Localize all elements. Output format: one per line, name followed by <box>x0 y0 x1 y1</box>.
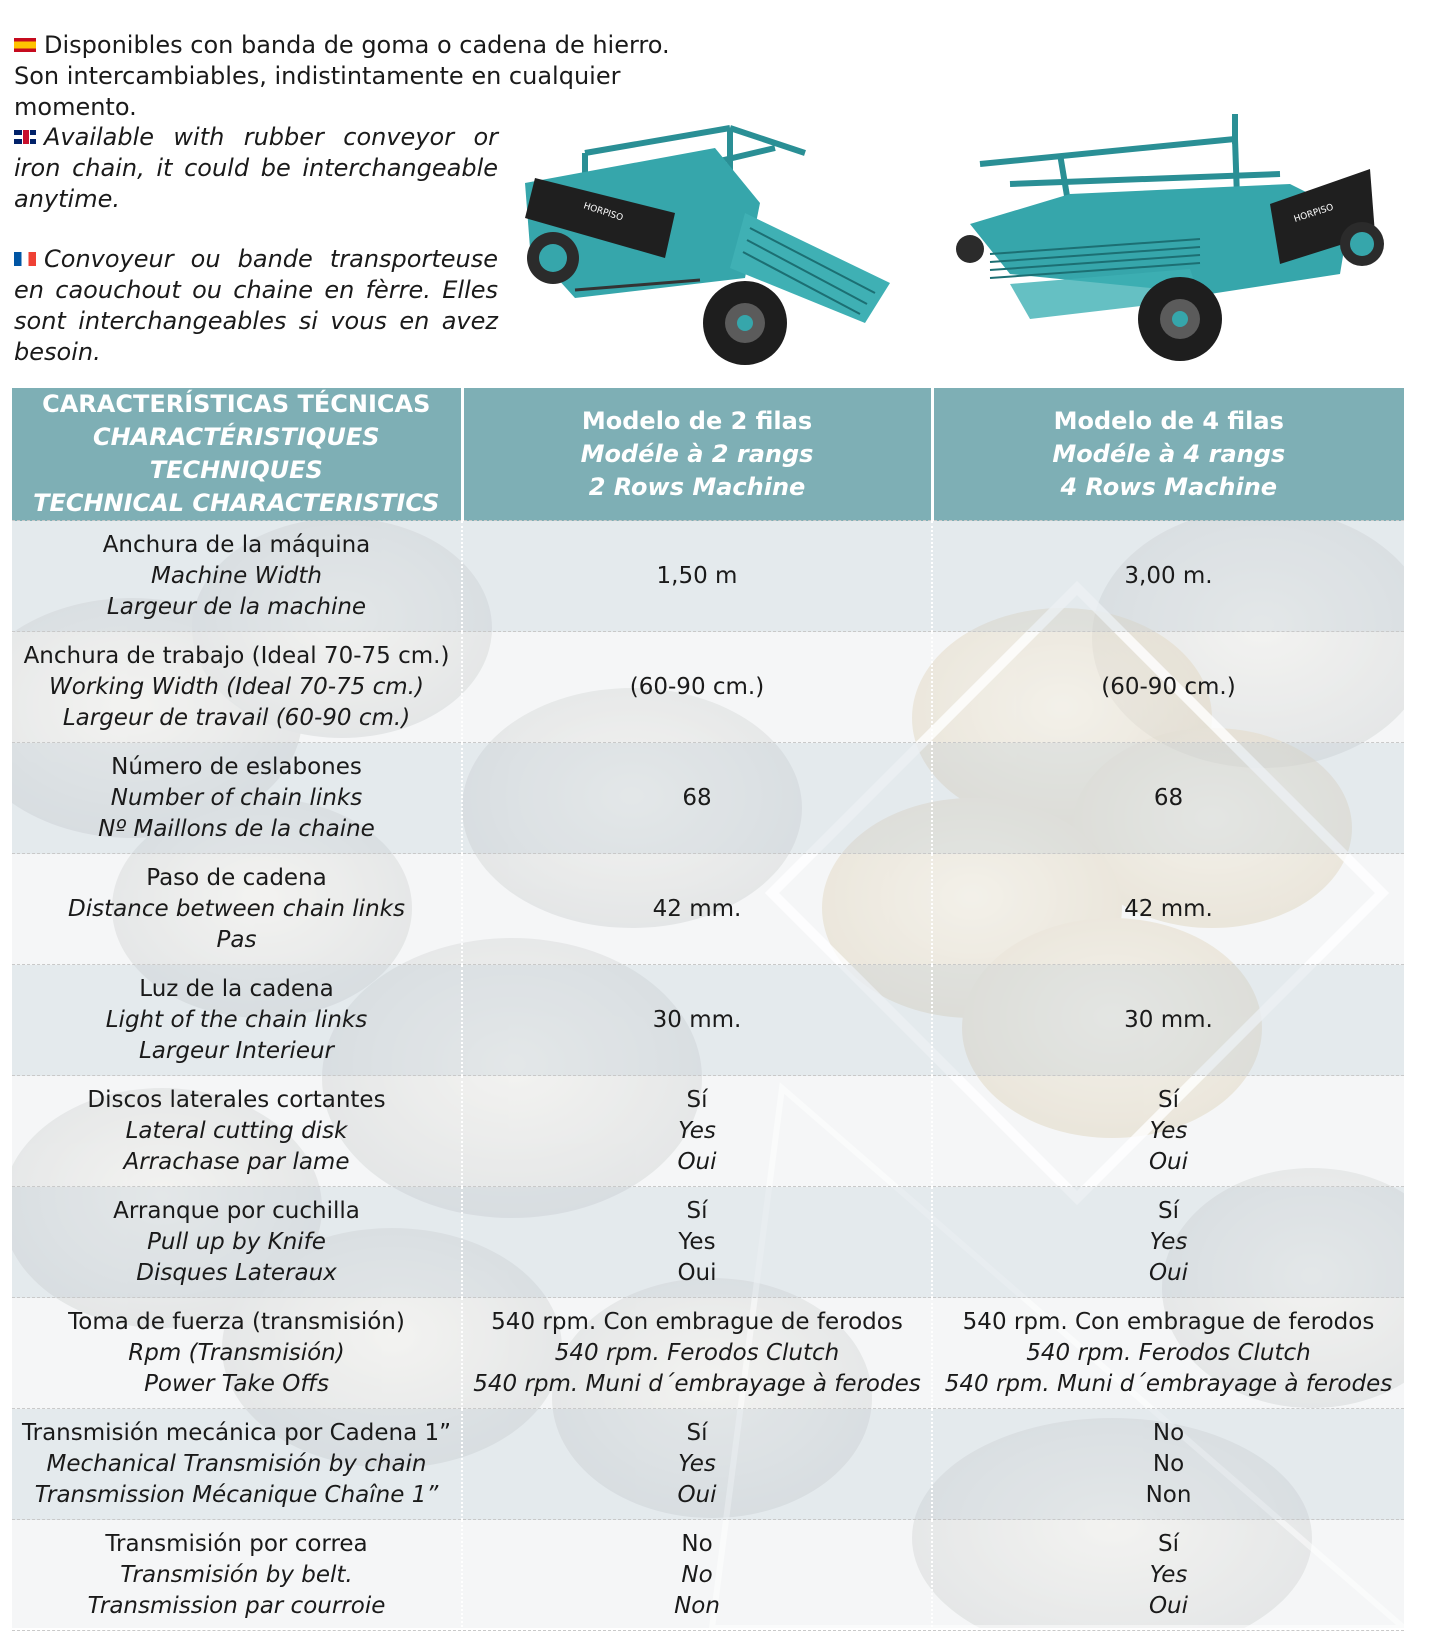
table-row-lateral-cutting-disk <box>12 1076 1404 1187</box>
intro-french-text: Convoyeur ou bande transporteuse en caouchout ou chaine en fèrre. Elles sont interchangeables si vous en avez besoin. <box>14 245 498 366</box>
table-header-row <box>12 388 1404 521</box>
value-es: No <box>1152 1419 1185 1446</box>
row-label-es: Transmisión mecánica por Cadena 1” <box>21 1419 452 1446</box>
machine-2-brand-label: HORPISO <box>582 201 625 224</box>
value-en: 540 rpm. Ferodos Clutch <box>554 1339 840 1366</box>
table-row-belt-transmission <box>12 1520 1404 1631</box>
value-en: Yes <box>678 1117 716 1144</box>
row-label-fr: Transmission Mécanique Chaîne 1” <box>34 1481 439 1508</box>
value-es: 540 rpm. Con embrague de ferodos <box>491 1308 903 1335</box>
header-label-en: 4 Rows Machine <box>1060 472 1278 501</box>
value-text: 1,50 m <box>656 562 738 589</box>
spain-flag-icon <box>14 38 36 52</box>
value-en: Yes <box>1149 1561 1188 1588</box>
table-row-chain-transmission <box>12 1409 1404 1520</box>
row-label-es: Paso de cadena <box>146 864 327 891</box>
row-label-fr: Nº Maillons de la chaine <box>98 815 375 842</box>
value-4-rows-cell <box>932 1298 1404 1409</box>
table-row-machine-width <box>12 521 1404 632</box>
value-es: Sí <box>686 1086 708 1113</box>
technical-characteristics-table <box>12 388 1404 1631</box>
row-label-cell <box>12 743 462 854</box>
value-en: Yes <box>678 1228 716 1255</box>
value-text: 42 mm. <box>652 895 742 922</box>
value-fr: Non <box>1145 1481 1192 1508</box>
row-label-es: Transmisión por correa <box>105 1530 368 1557</box>
table-row-working-width <box>12 632 1404 743</box>
row-label-en: Rpm (Transmisión) <box>128 1339 345 1366</box>
value-2-rows-cell <box>462 743 932 854</box>
value-fr: 540 rpm. Muni d´embrayage à ferodes <box>473 1370 921 1397</box>
table-row-chain-pitch <box>12 854 1404 965</box>
header-label-es: CARACTERÍSTICAS TÉCNICAS <box>42 390 431 418</box>
value-4-rows-cell <box>932 521 1404 632</box>
value-text: (60-90 cm.) <box>629 673 765 700</box>
machine-4-rows-image <box>950 104 1390 374</box>
value-2-rows-cell <box>462 521 932 632</box>
row-label-en: Transmisión by belt. <box>120 1561 353 1588</box>
header-label-en: 2 Rows Machine <box>588 472 806 501</box>
value-text: 30 mm. <box>652 1006 742 1033</box>
value-text: 30 mm. <box>1124 1006 1213 1033</box>
row-label-fr: Largeur de travail (60-90 cm.) <box>62 704 411 731</box>
value-4-rows-cell <box>932 632 1404 743</box>
row-label-fr: Arrachase par lame <box>123 1148 350 1175</box>
machine-4-brand-label: HORPISO <box>1292 202 1335 225</box>
row-label-fr: Largeur de la machine <box>106 593 367 620</box>
header-label-fr: Modéle à 2 rangs <box>580 439 814 468</box>
value-fr: Oui <box>1148 1259 1189 1286</box>
value-en: Yes <box>678 1450 716 1477</box>
row-label-cell <box>12 1298 462 1409</box>
value-4-rows-cell <box>932 965 1404 1076</box>
header-characteristics <box>12 388 462 521</box>
row-label-en: Distance between chain links <box>68 895 405 922</box>
row-label-en: Pull up by Knife <box>147 1228 326 1255</box>
value-fr: Non <box>674 1592 720 1619</box>
header-label-es: Modelo de 2 filas <box>581 406 813 435</box>
value-en: 540 rpm. Ferodos Clutch <box>1026 1339 1311 1366</box>
value-en: No <box>1152 1450 1185 1477</box>
table-row-chain-light <box>12 965 1404 1076</box>
intro-french <box>14 244 498 368</box>
row-label-en: Light of the chain links <box>105 1006 368 1033</box>
value-2-rows-cell <box>462 1298 932 1409</box>
value-2-rows-cell <box>462 1520 932 1631</box>
value-en: Yes <box>1149 1228 1188 1255</box>
row-label-es: Anchura de trabajo (Ideal 70-75 cm.) <box>23 642 450 669</box>
value-4-rows-cell <box>932 854 1404 965</box>
row-label-cell <box>12 854 462 965</box>
row-label-cell <box>12 965 462 1076</box>
value-fr: Oui <box>677 1481 717 1508</box>
row-label-fr: Disques Lateraux <box>136 1259 337 1286</box>
value-en: Yes <box>1149 1117 1188 1144</box>
row-label-cell <box>12 1409 462 1520</box>
value-2-rows-cell <box>462 1187 932 1298</box>
value-2-rows-cell <box>462 965 932 1076</box>
row-label-en: Machine Width <box>151 562 322 589</box>
row-label-fr: Transmission par courroie <box>87 1592 386 1619</box>
value-text: (60-90 cm.) <box>1101 673 1236 700</box>
table-row-power-take-off <box>12 1298 1404 1409</box>
row-label-fr: Pas <box>216 926 257 953</box>
header-model-4-rows <box>932 388 1404 521</box>
header-label-fr: Modéle à 4 rangs <box>1052 439 1286 468</box>
value-fr: Oui <box>1148 1592 1189 1619</box>
value-2-rows-cell <box>462 1409 932 1520</box>
value-en: No <box>681 1561 713 1588</box>
header-label-es: Modelo de 4 filas <box>1053 406 1284 435</box>
value-text: 42 mm. <box>1124 895 1213 922</box>
row-label-es: Luz de la cadena <box>139 975 334 1002</box>
intro-spanish-text: Disponibles con banda de goma o cadena de hierro. Son intercambiables, indistintamente en cualquier momento. <box>14 31 670 121</box>
row-label-en: Working Width (Ideal 70-75 cm.) <box>49 673 424 700</box>
value-fr: Oui <box>677 1259 717 1286</box>
value-2-rows-cell <box>462 632 932 743</box>
value-fr: Oui <box>1148 1148 1189 1175</box>
row-label-es: Toma de fuerza (transmisión) <box>68 1308 405 1335</box>
value-4-rows-cell <box>932 743 1404 854</box>
uk-flag-icon <box>14 130 36 144</box>
row-label-es: Arranque por cuchilla <box>113 1197 360 1224</box>
value-es: No <box>681 1530 713 1557</box>
table-row-pull-up-by-knife <box>12 1187 1404 1298</box>
value-2-rows-cell <box>462 1076 932 1187</box>
header-model-2-rows <box>462 388 932 521</box>
row-label-es: Número de eslabones <box>111 753 362 780</box>
table-row-chain-links <box>12 743 1404 854</box>
row-label-en: Number of chain links <box>110 784 363 811</box>
row-label-en: Lateral cutting disk <box>125 1117 348 1144</box>
value-es: Sí <box>1158 1530 1179 1557</box>
row-label-fr: Largeur Interieur <box>138 1037 335 1064</box>
row-label-es: Discos laterales cortantes <box>87 1086 386 1113</box>
value-es: Sí <box>1158 1086 1179 1113</box>
value-es: Sí <box>1158 1197 1179 1224</box>
row-label-en: Mechanical Transmisión by chain <box>46 1450 427 1477</box>
row-label-cell <box>12 1520 462 1631</box>
value-4-rows-cell <box>932 1187 1404 1298</box>
value-2-rows-cell <box>462 854 932 965</box>
header-label-fr: CHARACTÉRISTIQUES TECHNIQUES <box>92 423 380 484</box>
value-es: Sí <box>686 1197 708 1224</box>
value-4-rows-cell <box>932 1520 1404 1631</box>
value-es: Sí <box>686 1419 708 1446</box>
row-label-fr: Power Take Offs <box>144 1370 329 1397</box>
row-label-es: Anchura de la máquina <box>102 531 371 558</box>
row-label-cell <box>12 521 462 632</box>
value-text: 68 <box>1153 784 1184 811</box>
france-flag-icon <box>14 252 36 266</box>
row-label-cell <box>12 1187 462 1298</box>
header-label-en: TECHNICAL CHARACTERISTICS <box>33 489 440 517</box>
value-fr: 540 rpm. Muni d´embrayage à ferodes <box>944 1370 1393 1397</box>
intro-english <box>14 122 498 215</box>
value-4-rows-cell <box>932 1076 1404 1187</box>
value-text: 3,00 m. <box>1124 562 1213 589</box>
machine-2-rows-image <box>515 108 915 378</box>
row-label-cell <box>12 1076 462 1187</box>
value-fr: Oui <box>677 1148 717 1175</box>
value-4-rows-cell <box>932 1409 1404 1520</box>
row-label-cell <box>12 632 462 743</box>
value-text: 68 <box>682 784 712 811</box>
intro-english-text: Available with rubber conveyor or iron chain, it could be interchangeable anytime. <box>14 123 498 213</box>
value-es: 540 rpm. Con embrague de ferodos <box>962 1308 1375 1335</box>
